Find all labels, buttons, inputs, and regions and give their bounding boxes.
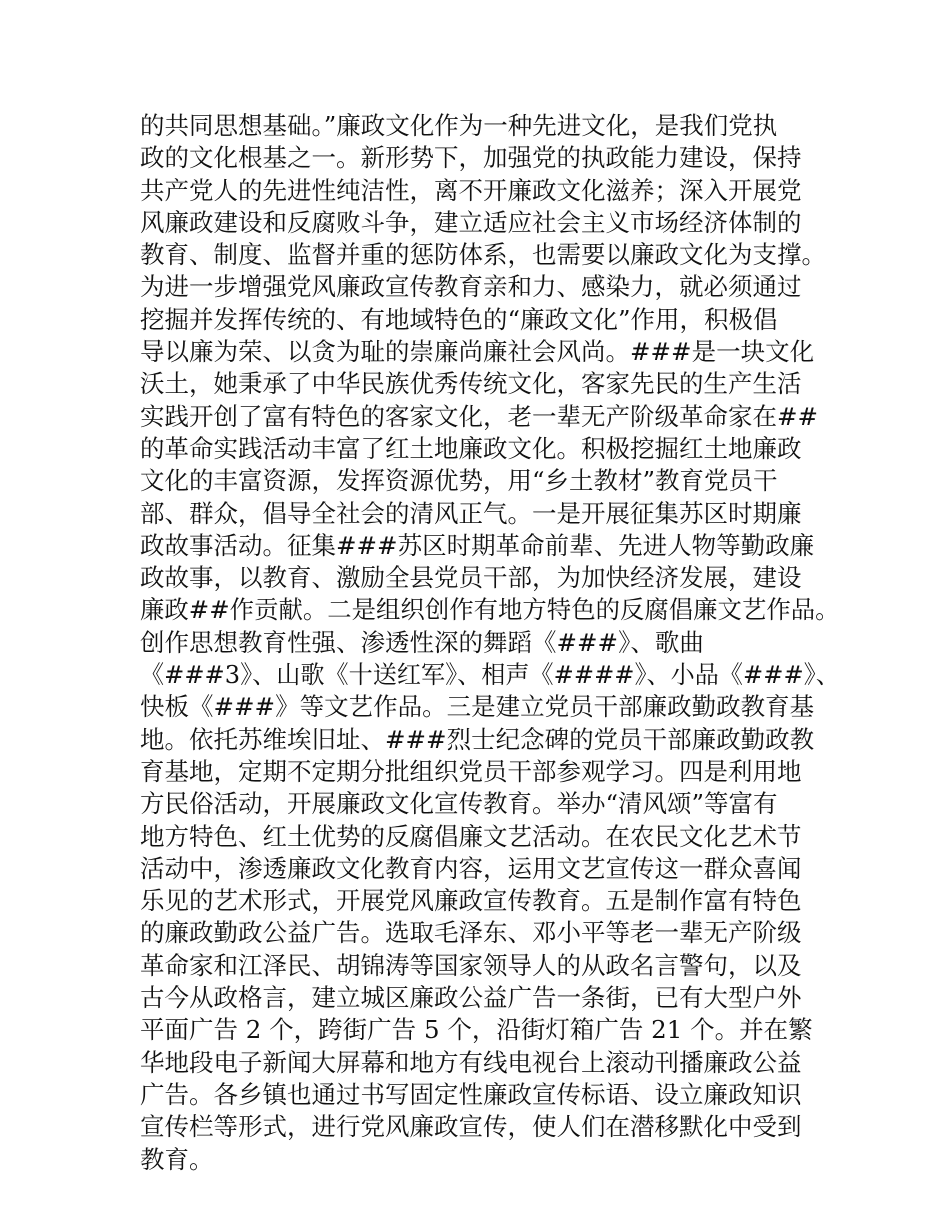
text-line: 沃土，她秉承了中华民族优秀传统文化，客家先民的生产生活 <box>140 369 802 399</box>
text-line: 宣传栏等形式，进行党风廉政宣传，使人们在潜移默化中受到 <box>140 1112 802 1142</box>
text-line: 挖掘并发挥传统的、有地域特色的“廉政文化”作用，积极倡 <box>140 304 778 334</box>
text-line: 地方特色、红土优势的反腐倡廉文艺活动。在农民文化艺术节 <box>140 821 802 851</box>
text-line: 平面广告 2 个，跨街广告 5 个，沿街灯箱广告 21 个。并在繁 <box>140 1015 813 1045</box>
text-line: 乐见的艺术形式，开展党风廉政宣传教育。五是制作富有特色 <box>140 886 802 916</box>
text-line: 的革命实践活动丰富了红土地廉政文化。积极挖掘红土地廉政 <box>140 433 802 463</box>
text-line: 为进一步增强党风廉政宣传教育亲和力、感染力，就必须通过 <box>140 272 802 302</box>
text-line: 地。依托苏维埃旧址、###烈士纪念碑的党员干部廉政勤政教 <box>140 724 815 754</box>
text-line: 政故事活动。征集###苏区时期革命前辈、先进人物等勤政廉 <box>140 530 815 560</box>
text-line: 革命家和江泽民、胡锦涛等国家领导人的从政名言警句，以及 <box>140 950 802 980</box>
text-line: 《###3》、山歌《十送红军》、相声《####》、小品《###》、 <box>140 660 840 690</box>
text-line: 方民俗活动，开展廉政文化宣传教育。举办“清风颂”等富有 <box>140 789 778 819</box>
text-line: 的共同思想基础。”廉政文化作为一种先进文化，是我们党执 <box>140 111 778 140</box>
text-line: 的廉政勤政公益广告。选取毛泽东、邓小平等老一辈无产阶级 <box>140 918 802 948</box>
text-line: 导以廉为荣、以贪为耻的崇廉尚廉社会风尚。###是一块文化 <box>140 337 815 367</box>
text-line: 政的文化根基之一。新形势下，加强党的执政能力建设，保持 <box>140 143 802 173</box>
text-line: 风廉政建设和反腐败斗争，建立适应社会主义市场经济体制的 <box>140 207 802 237</box>
text-line: 实践开创了富有特色的客家文化，老一辈无产阶级革命家在## <box>140 401 819 431</box>
body-paragraph <box>140 110 840 1176</box>
text-line: 教育。 <box>140 1144 214 1174</box>
text-line: 快板《###》等文艺作品。三是建立党员干部廉政勤政教育基 <box>140 692 815 722</box>
text-line: 部、群众，倡导全社会的清风正气。一是开展征集苏区时期廉 <box>140 498 802 528</box>
text-line: 文化的丰富资源，发挥资源优势，用“乡土教材”教育党员干 <box>140 466 778 496</box>
text-line: 教育、制度、监督并重的惩防体系，也需要以廉政文化为支撑。 <box>140 240 826 270</box>
text-line: 廉政##作贡献。二是组织创作有地方特色的反腐倡廉文艺作品。 <box>140 595 840 625</box>
text-line: 华地段电子新闻大屏幕和地方有线电视台上滚动刊播廉政公益 <box>140 1047 802 1077</box>
text-line: 广告。各乡镇也通过书写固定性廉政宣传标语、设立廉政知识 <box>140 1079 802 1109</box>
text-line: 活动中，渗透廉政文化教育内容，运用文艺宣传这一群众喜闻 <box>140 853 802 883</box>
text-line: 古今从政格言，建立城区廉政公益广告一条街，已有大型户外 <box>140 983 802 1013</box>
text-line: 创作思想教育性强、渗透性深的舞蹈《###》、歌曲 <box>140 627 704 657</box>
text-line: 政故事，以教育、激励全县党员干部，为加快经济发展，建设 <box>140 563 802 593</box>
text-line: 共产党人的先进性纯洁性，离不开廉政文化滋养；深入开展党 <box>140 175 802 205</box>
text-line: 育基地，定期不定期分批组织党员干部参观学习。四是利用地 <box>140 756 802 786</box>
